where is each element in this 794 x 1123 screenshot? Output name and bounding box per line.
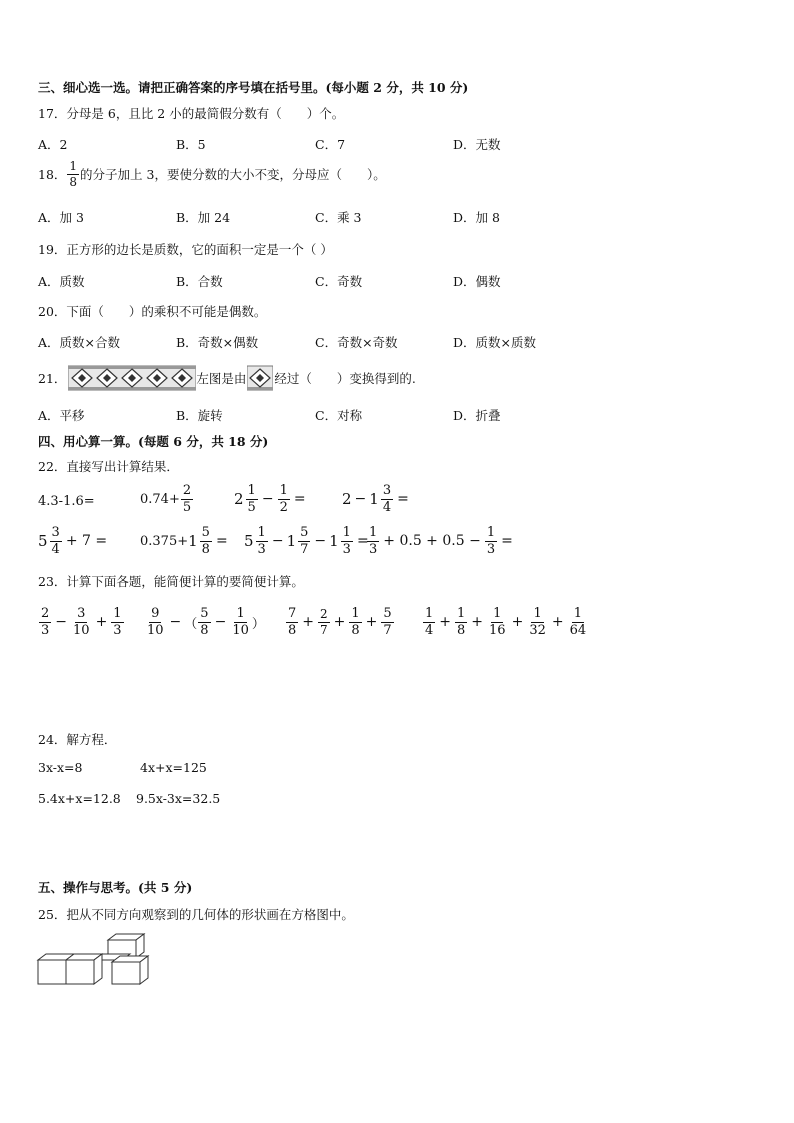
section-3-title: 三、细心选一选。请把正确答案的序号填在括号里。(每小题 2 分，共 10 分) [38,80,469,95]
q21-option-c: C．对称 [315,408,363,423]
pattern-unit-image [247,364,273,392]
q21-stem [38,364,416,392]
section-4-title: 四、用心算一算。(每题 6 分，共 18 分) [38,434,269,449]
q18-fraction: $\frac{1}{8}$ [69,159,78,189]
q19-option-c: C．奇数 [315,274,363,289]
q22-expr-5: 5 $\frac{3}{4}$ + 7 = [38,525,108,557]
q20-option-c: C．奇数×奇数 [315,335,398,350]
q18-stem [38,160,386,188]
q18-option-b: B．加 24 [176,210,231,225]
q24-stem: 24．解方程． [38,732,117,747]
q18-rest: 的分子加上 3，要使分数的大小不变，分母应（ ）。 [80,167,386,183]
q22-expr-8: $\frac{1}{3}$ + 0.5 + 0.5 − $\frac{1}{3}$ = [369,525,513,557]
q18-option-a: A．加 3 [38,210,84,225]
q25-stem: 25．把从不同方向观察到的几何体的形状画在方格图中。 [38,907,354,922]
q18-option-d: D．加 8 [453,210,500,225]
q24-equation-3: 5.4x+x=12.8 [38,791,121,806]
pattern-strip-image [68,364,196,392]
q22-stem: 22．直接写出计算结果． [38,459,179,474]
q20-option-b: B．奇数×偶数 [176,335,259,350]
q23-expr-1: $\frac{2}{3}$ − $\frac{3}{10}$ + $\frac{1}{3}$ [41,606,122,638]
q22-expr-6: 0.375+ 1 $\frac{5}{8}$ = [140,525,228,557]
q24-equation-4: 9.5x-3x=32.5 [136,791,221,806]
q18-option-c: C．乘 3 [315,210,362,225]
q19-option-d: D．偶数 [453,274,501,289]
q17-option-d: D．无数 [453,137,501,152]
q17-option-b: B．5 [176,137,206,152]
section-5-title: 五、操作与思考。(共 5 分) [38,880,193,895]
q19-stem: 19．正方形的边长是质数，它的面积一定是一个（ ） [38,242,333,257]
q22-expr-1: 4.3-1.6= [38,494,95,509]
q20-option-a: A．质数×合数 [38,335,121,350]
q17-stem: 17．分母是 6，且比 2 小的最简假分数有（ ）个。 [38,106,345,121]
q20-stem: 20．下面（ ）的乘积不可能是偶数。 [38,304,267,319]
q22-expr-7: 5 $\frac{1}{3}$ − 1 $\frac{5}{7}$ − 1 $\frac{1}{3}$ = [244,525,369,557]
q17-option-a: A．2 [38,137,68,152]
q17-option-c: C．7 [315,137,346,152]
q18-number: 18． [38,167,67,183]
cube-stack-figure [36,930,156,988]
q24-equation-2: 4x+x=125 [140,760,207,775]
q19-option-a: A．质数 [38,274,85,289]
q23-expr-3: $\frac{7}{8}$ + $\frac{2}{7}$ + $\frac{1}{8}$ + $\frac{5}{7}$ [288,606,392,638]
q19-option-b: B．合数 [176,274,223,289]
q24-equation-1: 3x-x=8 [38,760,83,775]
q22-expr-4: 2 − 1 $\frac{3}{4}$ = [342,483,409,515]
q22-expr-2: 0.74+ $\frac{2}{5}$ [140,483,192,515]
q20-option-d: D．质数×质数 [453,335,536,350]
q21-option-d: D．折叠 [453,408,501,423]
q21-option-b: B．旋转 [176,408,223,423]
q23-stem: 23．计算下面各题，能简便计算的要简便计算。 [38,574,304,589]
q21-number: 21． [38,371,67,386]
q21-option-a: A．平移 [38,408,85,423]
q21-rest: 经过（ ）变换得到的. [274,371,416,386]
q23-expr-4: $\frac{1}{4}$ + $\frac{1}{8}$ + $\frac{1}{16}$ + $\frac{1}{32}$ + $\frac{1}{64}$ [425,606,587,638]
q22-expr-3: 2 $\frac{1}{5}$ − $\frac{1}{2}$ = [234,483,306,515]
q21-mid: 左图是由 [196,371,247,386]
q23-expr-2: $\frac{9}{10}$ − （ $\frac{5}{8}$ − $\frac{1}{10}$ ） [147,606,265,638]
